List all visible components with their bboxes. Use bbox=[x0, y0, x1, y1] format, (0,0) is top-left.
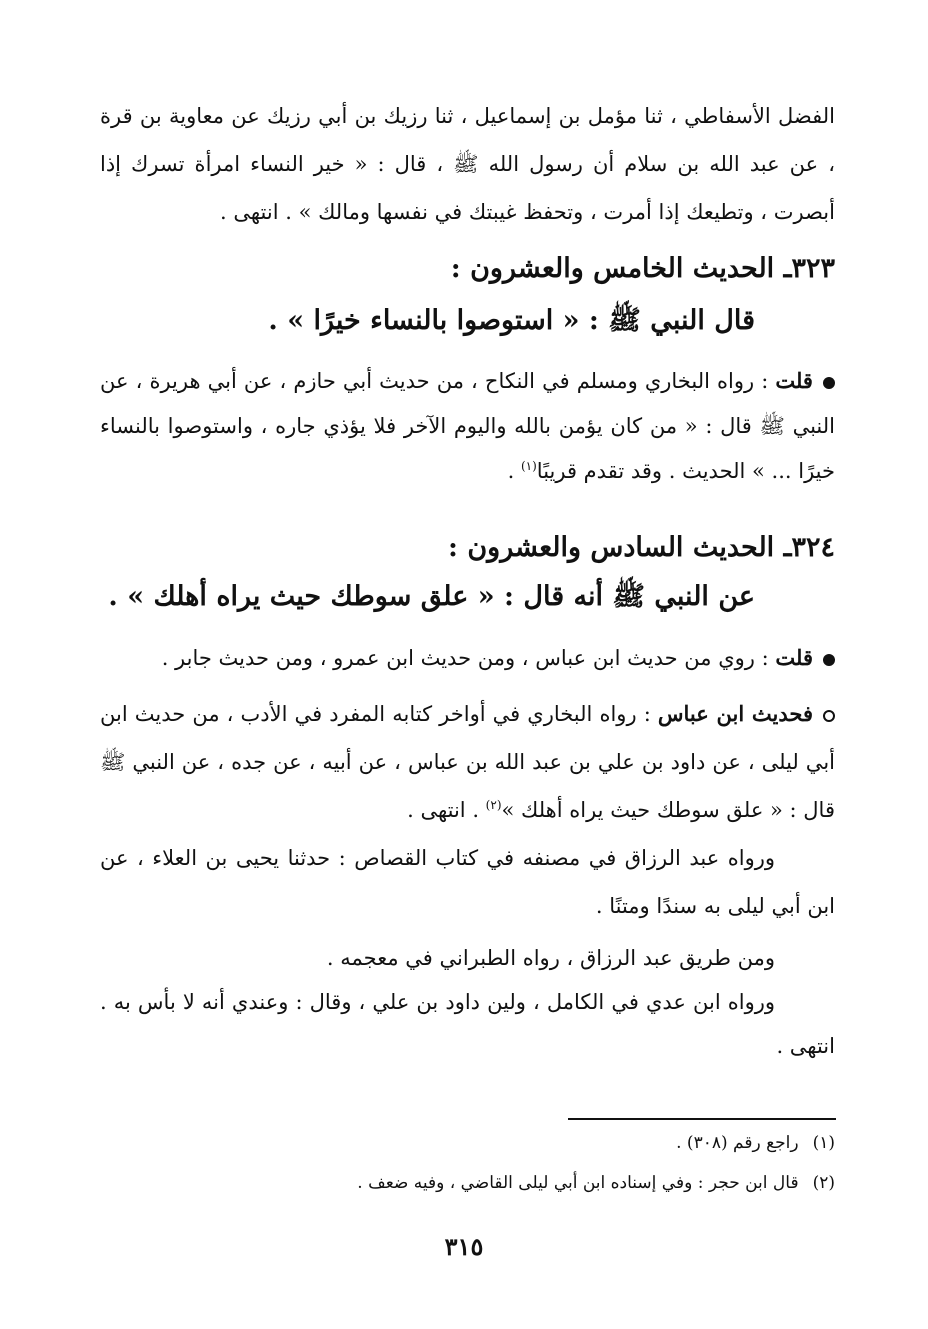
ibn-adi-paragraph bbox=[100, 980, 835, 1068]
hadith-324-note bbox=[100, 635, 835, 681]
ibn-abbas-text: : رواه البخاري في أواخر كتابه المفرد في الأدب ، من حديث ابن أبي ليلى ، عن داود بن علي بن عبد الله بن عباس ، عن أبيه ، عن جده ، عن النبي ﷺ قال : « علق سوطك حيث يراه أهلك » bbox=[100, 702, 835, 822]
footnote-divider bbox=[568, 1118, 836, 1120]
hadith-323-note bbox=[100, 358, 835, 494]
ibn-abbas-paragraph bbox=[100, 690, 835, 834]
footnote-2-number: (٢) bbox=[812, 1173, 835, 1193]
abd-razzaq-paragraph bbox=[100, 834, 835, 930]
hadith-323-heading-text: ٣٢٣ـ الحديث الخامس والعشرون : bbox=[450, 253, 835, 284]
hadith-323-heading bbox=[100, 244, 835, 294]
note-end: . bbox=[507, 459, 521, 483]
note-text: : روي من حديث ابن عباس ، ومن حديث ابن عمرو ، ومن حديث جابر . bbox=[161, 646, 769, 670]
tabarani-text: ومن طريق عبد الرزاق ، رواه الطبراني في معجمه . bbox=[326, 946, 775, 970]
footnote-2 bbox=[100, 1168, 835, 1198]
hadith-323-quote bbox=[100, 296, 755, 346]
hadith-324-heading bbox=[100, 523, 835, 573]
hadith-323-quote-text: قال النبي ﷺ : « استوصوا بالنساء خيرًا » . bbox=[268, 305, 755, 336]
hadith-324-quote bbox=[100, 572, 755, 622]
top-paragraph-text: الفضل الأسفاطي ، ثنا مؤمل بن إسماعيل ، ثنا رزيك بن أبي رزيك عن معاوية بن قرة ، عن عبد الله بن سلام أن رسول الله ﷺ ، قال : « خير النساء امرأة تسرك إذا أبصرت ، وتطيعك إذا أمرت ، وتحفظ غيبتك في نفسها ومالك » . انتهى . bbox=[100, 104, 835, 224]
open-bullet-icon bbox=[823, 710, 835, 722]
footnote-1-text: راجع رقم (٣٠٨) . bbox=[676, 1133, 799, 1153]
footnote-1-number: (١) bbox=[812, 1133, 835, 1153]
ibn-abbas-label: فحديث ابن عباس bbox=[657, 701, 813, 726]
filled-bullet-icon bbox=[823, 377, 835, 389]
ibn-abbas-end: . انتهى . bbox=[407, 798, 486, 822]
abd-razzaq-text: ورواه عبد الرزاق في مصنفه في كتاب القصاص : حدثنا يحيى بن العلاء ، عن ابن أبي ليلى به سندًا ومتنًا . bbox=[100, 846, 835, 918]
footnote-1 bbox=[100, 1128, 835, 1158]
footnote-2-text: قال ابن حجر : وفي إسناده ابن أبي ليلى القاضي ، وفيه ضعف . bbox=[357, 1173, 799, 1193]
footnote-ref-2: (٢) bbox=[485, 798, 502, 812]
note-text: : رواه البخاري ومسلم في النكاح ، من حديث أبي حازم ، عن أبي هريرة ، عن النبي ﷺ قال : « من كان يؤمن بالله واليوم الآخر فلا يؤذي جاره ، واستوصوا بالنساء خيرًا ... » الحديث . وقد تقدم قريبًا bbox=[100, 369, 835, 483]
tabarani-paragraph bbox=[100, 934, 835, 982]
hadith-324-heading-text: ٣٢٤ـ الحديث السادس والعشرون : bbox=[447, 532, 835, 563]
footnote-ref-1: (١) bbox=[520, 459, 537, 473]
ibn-adi-text: ورواه ابن عدي في الكامل ، ولين داود بن علي ، وقال : وعندي أنه لا بأس به . انتهى . bbox=[100, 990, 835, 1058]
note-label: قلت bbox=[775, 645, 813, 670]
note-label: قلت bbox=[775, 368, 813, 393]
top-paragraph bbox=[100, 92, 835, 236]
filled-bullet-icon bbox=[823, 654, 835, 666]
hadith-324-quote-text: عن النبي ﷺ أنه قال : « علق سوطك حيث يراه أهلك » . bbox=[108, 581, 755, 612]
page-number: ٣١٥ bbox=[444, 1232, 484, 1261]
